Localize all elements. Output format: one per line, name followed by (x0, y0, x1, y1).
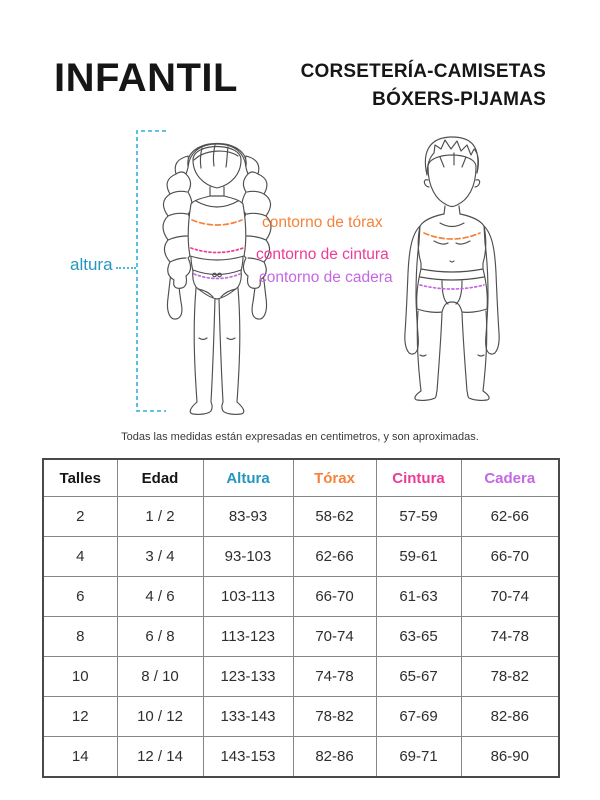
page-subtitle (301, 58, 546, 114)
table-cell: 123-133 (203, 657, 293, 697)
altura-label: altura (70, 255, 113, 274)
table-cell: 4 (43, 537, 117, 577)
table-cell: 61-63 (376, 577, 461, 617)
table-cell: 66-70 (461, 537, 559, 577)
table-cell: 6 (43, 577, 117, 617)
table-cell: 67-69 (376, 697, 461, 737)
table-cell: 1 / 2 (117, 497, 203, 537)
column-header-altura: Altura (203, 459, 293, 497)
table-cell: 74-78 (293, 657, 376, 697)
size-table-header-row (43, 459, 559, 497)
table-cell: 133-143 (203, 697, 293, 737)
table-cell: 69-71 (376, 737, 461, 778)
table-cell: 10 / 12 (117, 697, 203, 737)
table-row (43, 657, 559, 697)
table-cell: 82-86 (461, 697, 559, 737)
table-cell: 82-86 (293, 737, 376, 778)
table-cell: 62-66 (293, 537, 376, 577)
table-cell: 8 / 10 (117, 657, 203, 697)
table-row (43, 577, 559, 617)
table-row (43, 497, 559, 537)
subtitle-line-2: BÓXERS-PIJAMAS (372, 89, 546, 110)
boy-torax-line (424, 233, 480, 239)
table-cell: 78-82 (293, 697, 376, 737)
column-header-talles: Talles (43, 459, 117, 497)
column-header-tórax: Tórax (293, 459, 376, 497)
table-cell: 59-61 (376, 537, 461, 577)
table-cell: 8 (43, 617, 117, 657)
table-cell: 6 / 8 (117, 617, 203, 657)
measurements-note: Todas las medidas están expresadas en centimetros, y son aproximadas. (121, 431, 479, 443)
table-cell: 103-113 (203, 577, 293, 617)
table-cell: 93-103 (203, 537, 293, 577)
table-cell: 70-74 (293, 617, 376, 657)
table-cell: 113-123 (203, 617, 293, 657)
table-cell: 3 / 4 (117, 537, 203, 577)
table-row (43, 537, 559, 577)
table-cell: 12 / 14 (117, 737, 203, 778)
table-cell: 83-93 (203, 497, 293, 537)
table-cell: 62-66 (461, 497, 559, 537)
size-table-body (43, 497, 559, 778)
table-row (43, 737, 559, 778)
table-cell: 57-59 (376, 497, 461, 537)
table-cell: 66-70 (293, 577, 376, 617)
page-title: INFANTIL (54, 56, 238, 100)
size-table (42, 458, 560, 778)
table-cell: 10 (43, 657, 117, 697)
table-cell: 12 (43, 697, 117, 737)
boy-figure (388, 133, 516, 420)
table-row (43, 697, 559, 737)
table-cell: 58-62 (293, 497, 376, 537)
subtitle-line-1: CORSETERÍA-CAMISETAS (300, 61, 546, 82)
table-cell: 70-74 (461, 577, 559, 617)
cintura-label: contorno de cintura (256, 246, 389, 263)
column-header-edad: Edad (117, 459, 203, 497)
column-header-cintura: Cintura (376, 459, 461, 497)
cadera-label: contorno de cadera (259, 269, 393, 286)
table-cell: 74-78 (461, 617, 559, 657)
column-header-cadera: Cadera (461, 459, 559, 497)
table-row (43, 617, 559, 657)
table-cell: 14 (43, 737, 117, 778)
table-cell: 78-82 (461, 657, 559, 697)
table-cell: 2 (43, 497, 117, 537)
table-cell: 143-153 (203, 737, 293, 778)
table-cell: 65-67 (376, 657, 461, 697)
table-cell: 63-65 (376, 617, 461, 657)
torax-label: contorno de tórax (262, 214, 383, 231)
table-cell: 4 / 6 (117, 577, 203, 617)
table-cell: 86-90 (461, 737, 559, 778)
